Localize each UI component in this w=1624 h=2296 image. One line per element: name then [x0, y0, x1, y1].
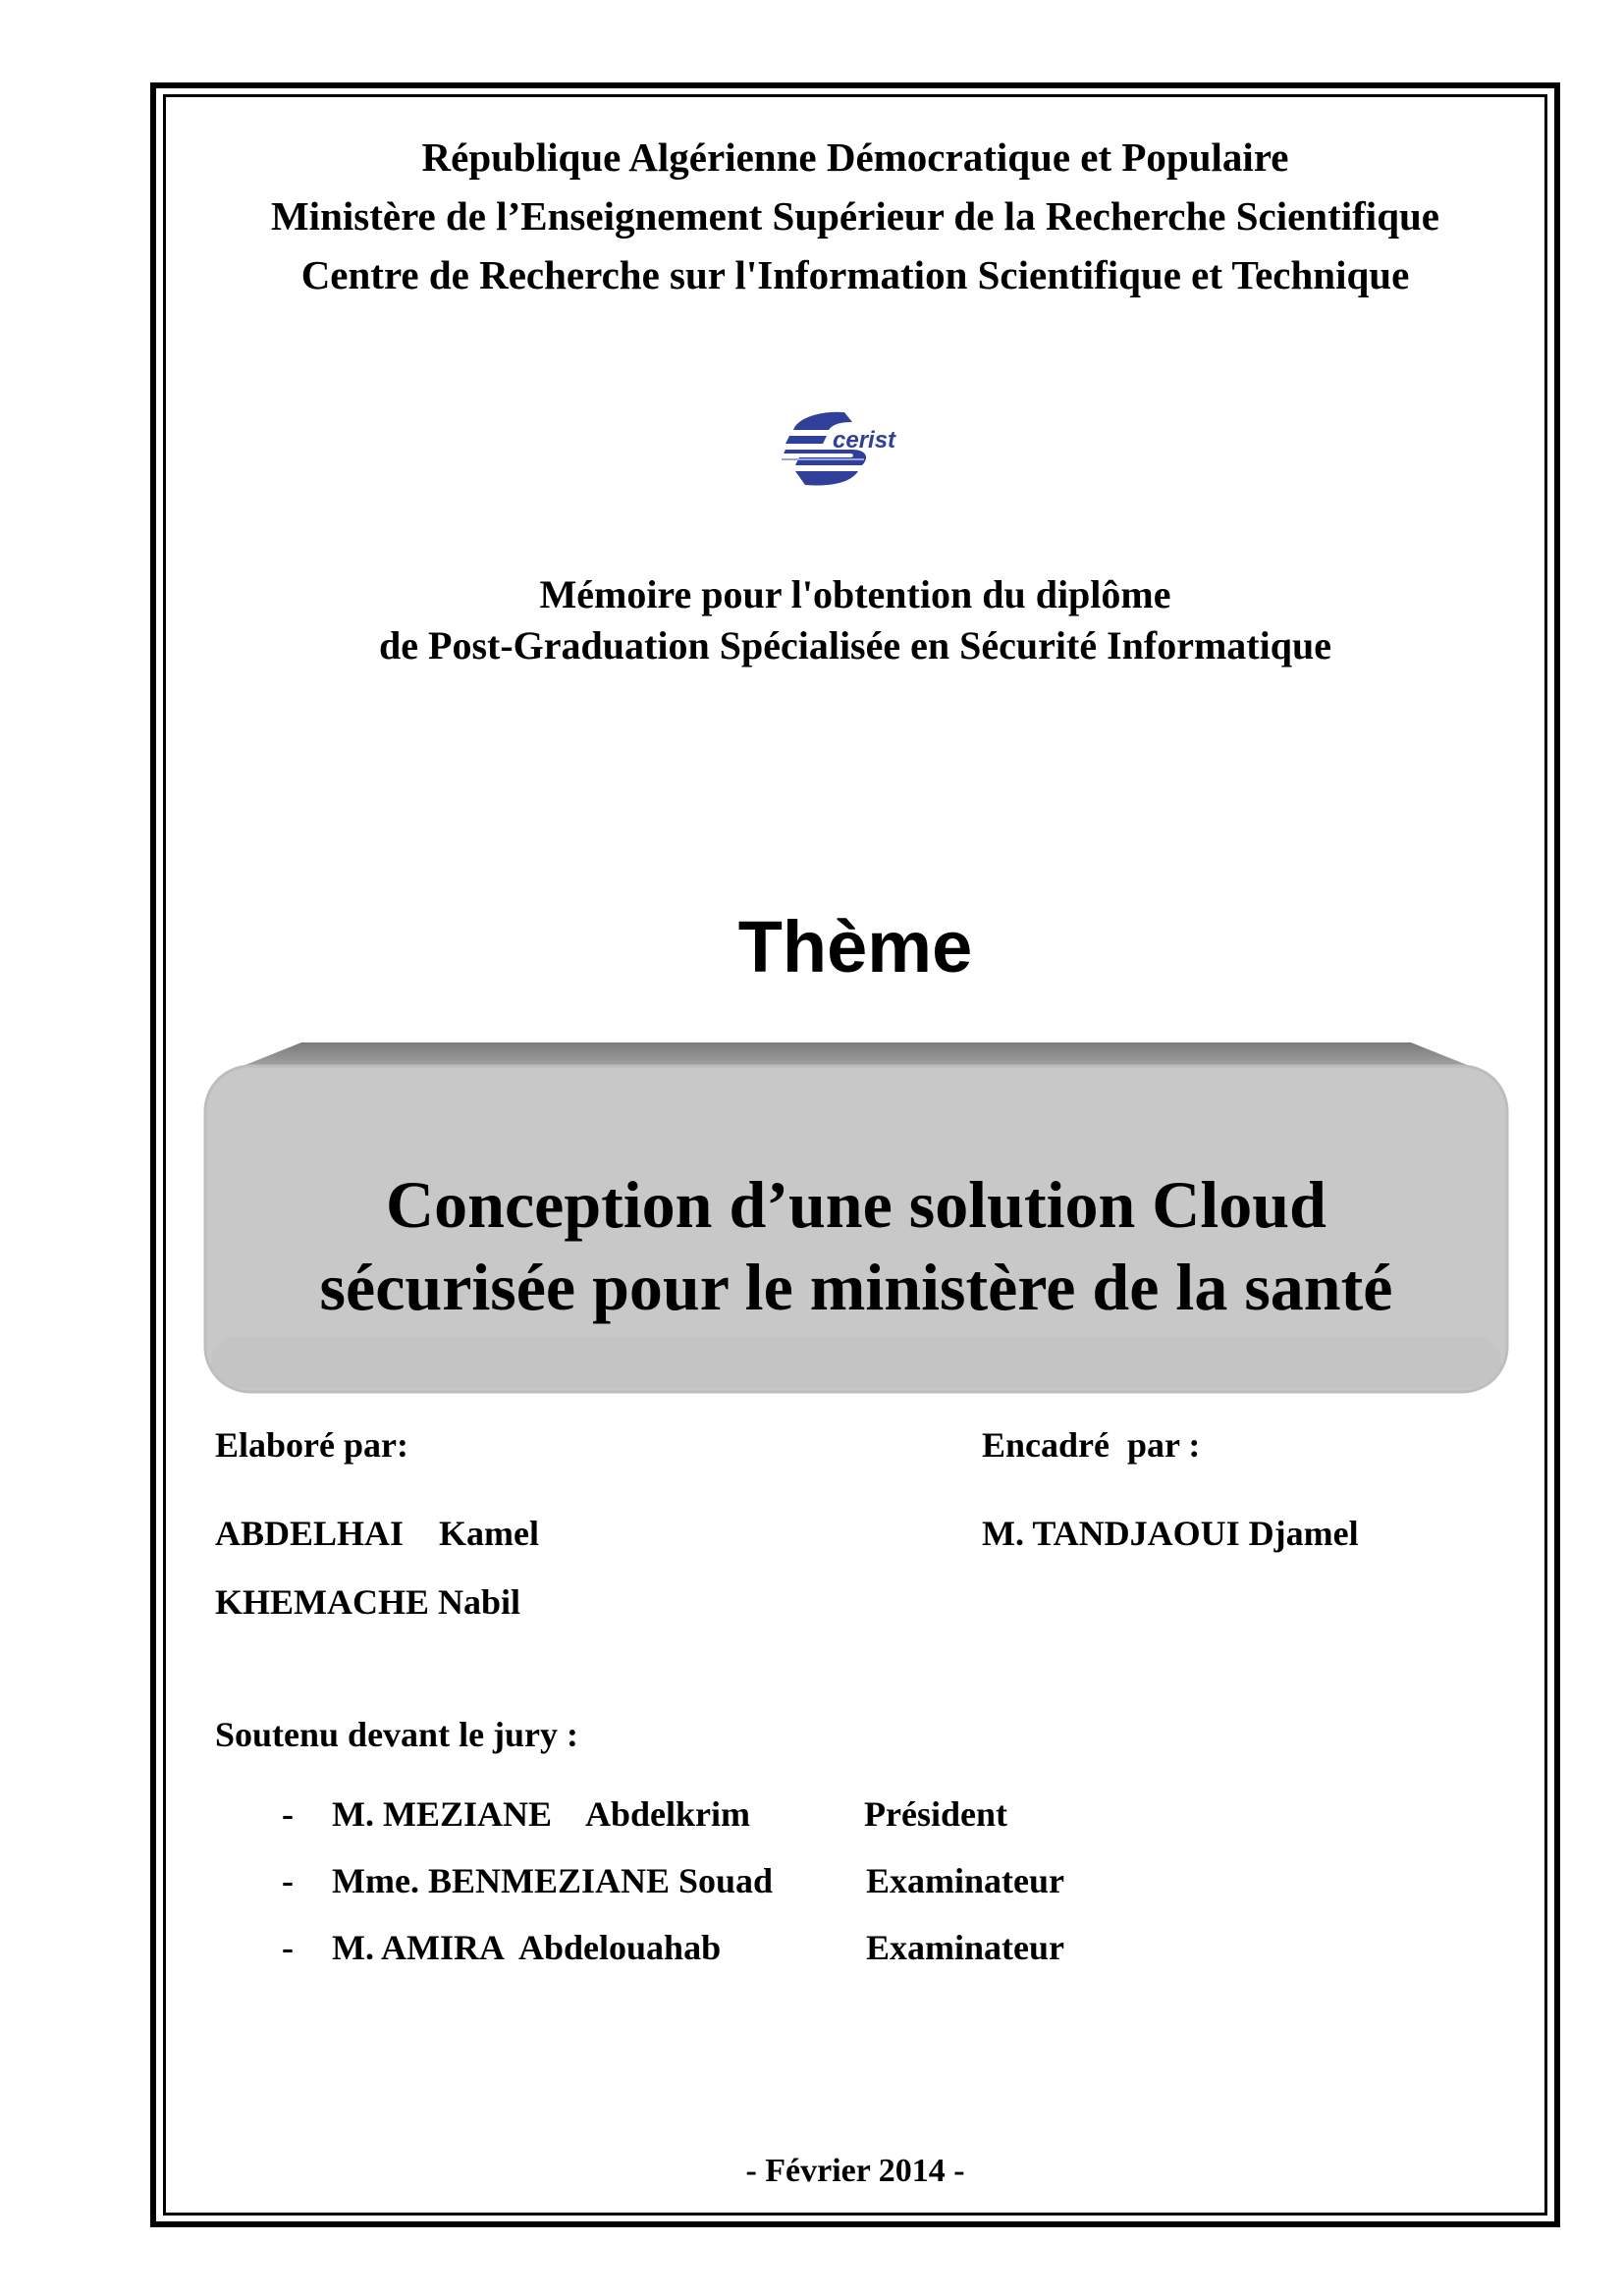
date: - Février 2014 -	[745, 2153, 965, 2189]
logo-text: cerist	[833, 427, 896, 454]
jury-member	[0, 1859, 1624, 1918]
jury-member	[0, 1792, 1624, 1851]
authors-label: Elaboré par:	[215, 1425, 408, 1465]
jury-role: Examinateur	[866, 1928, 1064, 1967]
header-line-1: République Algérienne Démocratique et Populaire	[421, 134, 1289, 180]
thesis-title	[203, 1163, 1509, 1328]
jury-name: M. AMIRA Abdelouahab	[332, 1928, 722, 1967]
jury-dash: -	[282, 1928, 294, 1967]
jury-dash: -	[282, 1794, 294, 1834]
memoire-line-2: de Post-Graduation Spécialisée en Sécurité Informatique	[379, 623, 1331, 667]
jury-role: Examinateur	[866, 1861, 1064, 1900]
jury-name: M. MEZIANE Abdelkrim	[332, 1794, 751, 1834]
supervisor-name: M. TANDJAOUI Djamel	[982, 1514, 1359, 1553]
header-line-3: Centre de Recherche sur l'Information Scientifique et Technique	[300, 252, 1410, 297]
jury-member	[0, 1926, 1624, 1985]
cerist-logo-icon	[776, 404, 913, 493]
jury-label: Soutenu devant le jury :	[215, 1715, 579, 1754]
title-line-1: Conception d’une solution Cloud	[386, 1167, 1326, 1242]
jury-dash: -	[282, 1861, 294, 1900]
header-line-2: Ministère de l’Enseignement Supérieur de la Recherche Scientifique	[270, 193, 1440, 239]
supervisor-label: Encadré par :	[982, 1425, 1201, 1465]
jury-role: Président	[864, 1794, 1007, 1834]
jury-name: Mme. BENMEZIANE Souad	[332, 1861, 774, 1900]
author-name-1: ABDELHAI Kamel	[215, 1514, 540, 1553]
theme-heading: Thème	[737, 906, 973, 988]
author-name-2: KHEMACHE Nabil	[215, 1582, 521, 1622]
title-line-2: sécurisée pour le ministère de la santé	[319, 1250, 1393, 1324]
memoire-line-1: Mémoire pour l'obtention du diplôme	[539, 572, 1171, 616]
